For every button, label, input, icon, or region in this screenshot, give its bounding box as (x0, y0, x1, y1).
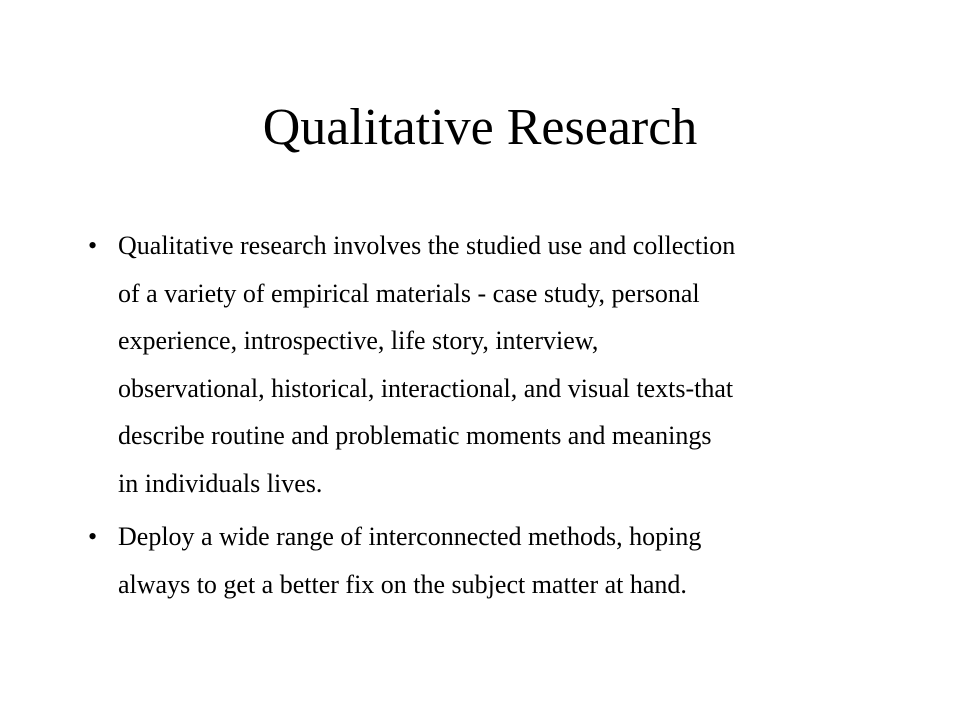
bullet-text-line: observational, historical, interactional, and visual texts-that (118, 373, 734, 403)
bullet-text-line: always to get a better fix on the subject matter at hand. (118, 569, 687, 599)
bullet-text-line: Deploy a wide range of interconnected methods, hoping (118, 522, 702, 551)
bullet-item (82, 222, 902, 507)
bullet-marker-icon: • (88, 231, 98, 260)
bullet-item (82, 513, 902, 608)
bullet-list (82, 222, 902, 614)
bullet-text-line: Qualitative research involves the studied use and collection (118, 231, 736, 260)
bullet-text-line: experience, introspective, life story, interview, (118, 326, 599, 355)
bullet-text-line: of a variety of empirical materials - case study, personal (118, 278, 700, 308)
bullet-text-line: describe routine and problematic moments and meanings (118, 421, 712, 450)
bullet-marker-icon: • (88, 522, 98, 551)
bullet-text-line: in individuals lives. (118, 468, 323, 498)
slide-title: Qualitative Research (262, 99, 698, 156)
